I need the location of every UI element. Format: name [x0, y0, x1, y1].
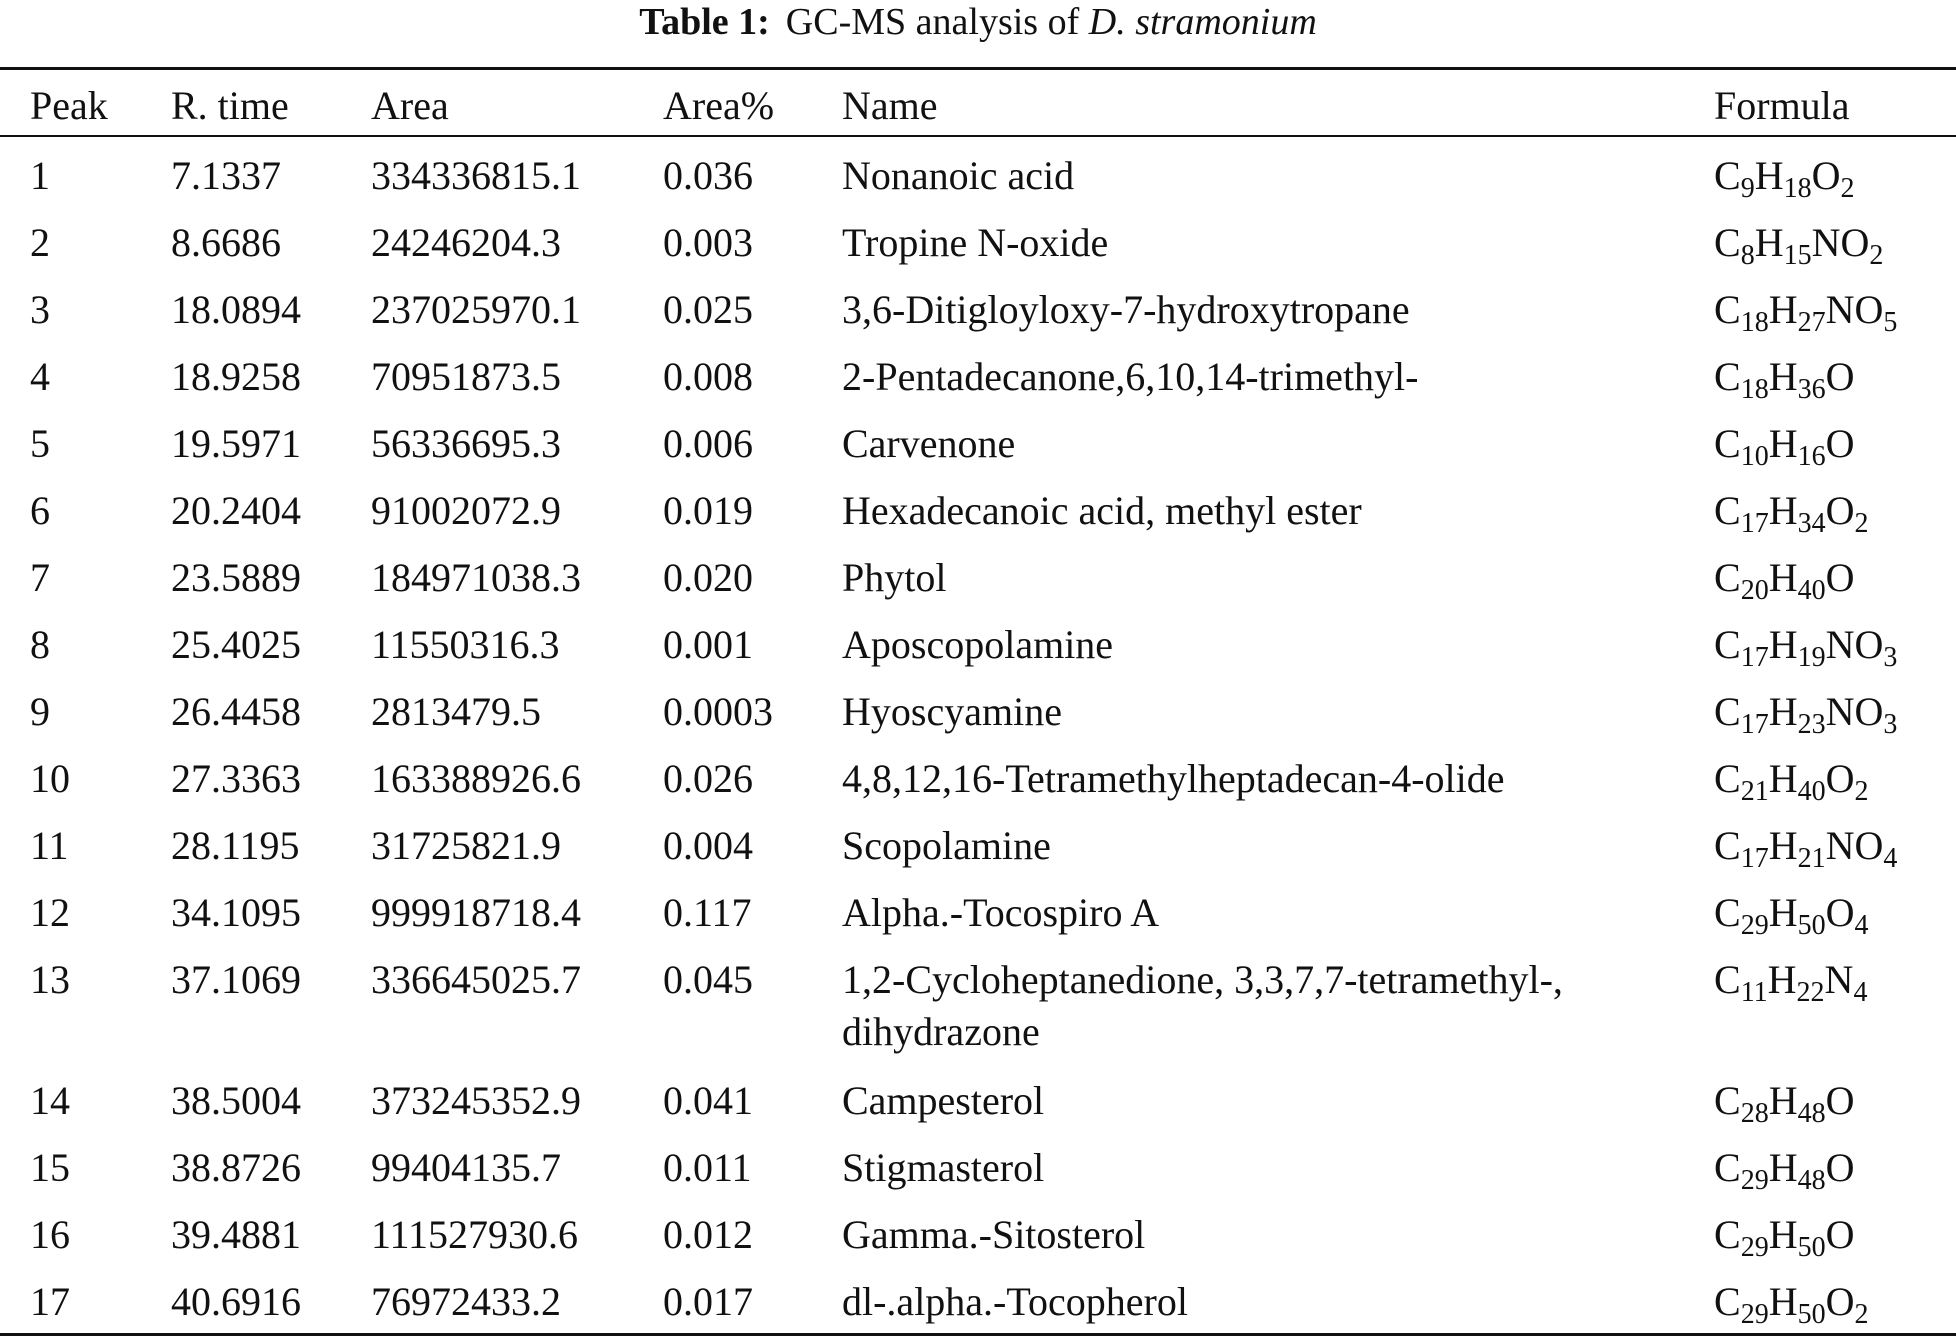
formula-subscript: 29 [1740, 1165, 1769, 1196]
cell-peak: 9 [30, 689, 50, 734]
formula-subscript: 17 [1740, 709, 1769, 740]
formula-element: H [1768, 622, 1798, 667]
header-formula: Formula [1714, 83, 1850, 128]
cell-peak: 4 [30, 354, 50, 399]
cell-area-percent: 0.036 [663, 153, 753, 198]
formula-element: H [1768, 488, 1798, 533]
formula-element: O [1825, 488, 1855, 533]
cell-peak: 15 [30, 1145, 70, 1190]
formula-element: C [1714, 1145, 1741, 1190]
formula-element: O [1825, 555, 1855, 600]
formula-element: C [1714, 823, 1741, 868]
cell-area: 999918718.4 [371, 890, 581, 935]
formula-element: C [1714, 1279, 1741, 1324]
cell-name: Alpha.-Tocospiro A [842, 890, 1160, 935]
cell-name: Scopolamine [842, 823, 1051, 868]
formula-subscript: 5 [1883, 307, 1898, 338]
formula-subscript: 17 [1740, 508, 1769, 539]
formula-element: O [1825, 1212, 1855, 1257]
formula-subscript: 50 [1797, 1232, 1826, 1263]
cell-rtime: 25.4025 [171, 622, 301, 667]
formula-subscript: 9 [1740, 173, 1755, 204]
cell-name: Campesterol [842, 1078, 1045, 1123]
cell-formula [1714, 418, 1854, 470]
cell-area: 99404135.7 [371, 1145, 561, 1190]
cell-peak: 1 [30, 153, 50, 198]
cell-peak: 8 [30, 622, 50, 667]
cell-rtime: 20.2404 [171, 488, 301, 533]
cell-peak: 3 [30, 287, 50, 332]
cell-area: 56336695.3 [371, 421, 561, 466]
formula-subscript: 11 [1740, 977, 1768, 1008]
formula-element: C [1714, 354, 1741, 399]
formula-element: O [1825, 890, 1855, 935]
top-rule [0, 67, 1956, 70]
cell-name: Aposcopolamine [842, 622, 1114, 667]
table-header-row [0, 80, 1956, 130]
cell-area-percent: 0.045 [663, 957, 753, 1002]
formula-element: C [1714, 622, 1741, 667]
cell-rtime: 19.5971 [171, 421, 301, 466]
cell-rtime: 38.8726 [171, 1145, 301, 1190]
cell-area-percent: 0.012 [663, 1212, 753, 1257]
formula-subscript: 18 [1740, 307, 1769, 338]
formula-element: H [1768, 1078, 1798, 1123]
cell-area-percent: 0.041 [663, 1078, 753, 1123]
formula-element: C [1714, 1078, 1741, 1123]
cell-formula [1714, 820, 1897, 872]
formula-element: NO [1825, 287, 1884, 332]
formula-element: NO [1825, 689, 1884, 734]
cell-name: 4,8,12,16-Tetramethylheptadecan-4-olide [842, 756, 1505, 801]
cell-formula [1714, 619, 1897, 671]
formula-subscript: 17 [1740, 642, 1769, 673]
formula-element: NO [1825, 823, 1884, 868]
formula-subscript: 48 [1797, 1098, 1826, 1129]
formula-element: H [1768, 756, 1798, 801]
formula-subscript: 22 [1796, 977, 1825, 1008]
caption-text: GC-MS analysis of [785, 1, 1080, 43]
bottom-rule [0, 1333, 1956, 1336]
formula-subscript: 2 [1854, 1299, 1869, 1330]
cell-area-percent: 0.117 [663, 890, 752, 935]
formula-subscript: 16 [1797, 441, 1826, 472]
formula-element: H [1768, 555, 1798, 600]
formula-subscript: 48 [1797, 1165, 1826, 1196]
formula-element: H [1768, 1279, 1798, 1324]
cell-rtime: 34.1095 [171, 890, 301, 935]
cell-peak: 6 [30, 488, 50, 533]
formula-subscript: 40 [1797, 575, 1826, 606]
cell-area: 163388926.6 [371, 756, 581, 801]
formula-subscript: 28 [1740, 1098, 1769, 1129]
formula-element: C [1714, 220, 1741, 265]
formula-subscript: 29 [1740, 1299, 1769, 1330]
formula-element: H [1768, 1145, 1798, 1190]
formula-element: C [1714, 555, 1741, 600]
formula-subscript: 50 [1797, 1299, 1826, 1330]
formula-subscript: 29 [1740, 1232, 1769, 1263]
header-peak: Peak [30, 83, 108, 128]
cell-area: 111527930.6 [371, 1212, 579, 1257]
formula-element: H [1768, 287, 1798, 332]
header-name: Name [842, 83, 938, 128]
cell-formula [1714, 284, 1897, 336]
formula-subscript: 2 [1840, 173, 1855, 204]
cell-area-percent: 0.003 [663, 220, 753, 265]
cell-area-percent: 0.011 [663, 1145, 752, 1190]
cell-peak: 5 [30, 421, 50, 466]
cell-area: 91002072.9 [371, 488, 561, 533]
formula-element: C [1714, 689, 1741, 734]
cell-area: 24246204.3 [371, 220, 561, 265]
formula-element: H [1767, 957, 1797, 1002]
cell-rtime: 39.4881 [171, 1212, 301, 1257]
cell-name: Stigmasterol [842, 1145, 1045, 1190]
caption-label: Table 1: [639, 1, 770, 43]
formula-subscript: 40 [1797, 776, 1826, 807]
formula-subscript: 2 [1869, 240, 1884, 271]
formula-subscript: 27 [1797, 307, 1826, 338]
formula-subscript: 36 [1797, 374, 1826, 405]
cell-rtime: 26.4458 [171, 689, 301, 734]
table-caption [0, 0, 1956, 46]
cell-rtime: 38.5004 [171, 1078, 301, 1123]
header-area-percent: Area% [663, 83, 775, 128]
cell-rtime: 18.0894 [171, 287, 301, 332]
formula-subscript: 3 [1883, 709, 1898, 740]
header-rtime: R. time [171, 83, 289, 128]
formula-subscript: 3 [1883, 642, 1898, 673]
cell-name: 3,6-Ditigloyloxy-7-hydroxytropane [842, 287, 1410, 332]
formula-element: O [1811, 153, 1841, 198]
cell-rtime: 28.1195 [171, 823, 300, 868]
formula-element: C [1714, 153, 1741, 198]
formula-subscript: 2 [1854, 776, 1869, 807]
formula-element: O [1825, 1145, 1855, 1190]
formula-element: C [1714, 890, 1741, 935]
formula-element: H [1768, 689, 1798, 734]
cell-peak: 7 [30, 555, 50, 600]
formula-element: H [1768, 421, 1798, 466]
cell-name: Phytol [842, 555, 947, 600]
cell-formula [1714, 351, 1854, 403]
formula-subscript: 21 [1797, 843, 1826, 874]
cell-formula [1714, 1142, 1854, 1194]
formula-element: C [1714, 421, 1741, 466]
cell-rtime: 7.1337 [171, 153, 281, 198]
cell-formula [1714, 485, 1868, 537]
cell-area-percent: 0.020 [663, 555, 753, 600]
formula-element: H [1768, 823, 1798, 868]
formula-element: O [1825, 756, 1855, 801]
cell-area: 373245352.9 [371, 1078, 581, 1123]
formula-subscript: 23 [1797, 709, 1826, 740]
formula-subscript: 17 [1740, 843, 1769, 874]
formula-subscript: 18 [1740, 374, 1769, 405]
cell-peak: 12 [30, 890, 70, 935]
cell-formula [1714, 217, 1883, 269]
formula-element: H [1768, 890, 1798, 935]
cell-name: Gamma.-Sitosterol [842, 1212, 1146, 1257]
cell-area-percent: 0.019 [663, 488, 753, 533]
formula-subscript: 8 [1740, 240, 1755, 271]
cell-name: Hyoscyamine [842, 689, 1062, 734]
cell-area: 31725821.9 [371, 823, 561, 868]
formula-element: O [1825, 1279, 1855, 1324]
formula-element: C [1714, 957, 1741, 1002]
cell-rtime: 23.5889 [171, 555, 301, 600]
cell-formula [1714, 686, 1897, 738]
cell-peak: 10 [30, 756, 70, 801]
formula-element: NO [1811, 220, 1870, 265]
cell-formula [1714, 1209, 1854, 1261]
cell-area-percent: 0.001 [663, 622, 753, 667]
caption-species: D. stramonium [1088, 1, 1317, 43]
formula-subscript: 15 [1783, 240, 1812, 271]
formula-element: O [1825, 354, 1855, 399]
cell-area-percent: 0.0003 [663, 689, 773, 734]
formula-subscript: 2 [1854, 508, 1869, 539]
cell-peak: 11 [30, 823, 69, 868]
cell-area: 11550316.3 [371, 622, 560, 667]
formula-subscript: 4 [1854, 910, 1869, 941]
formula-element: O [1825, 421, 1855, 466]
formula-subscript: 20 [1740, 575, 1769, 606]
cell-formula [1714, 1276, 1868, 1328]
cell-peak: 13 [30, 957, 70, 1002]
formula-subscript: 34 [1797, 508, 1826, 539]
cell-area: 334336815.1 [371, 153, 581, 198]
formula-subscript: 4 [1853, 977, 1868, 1008]
formula-element: H [1768, 1212, 1798, 1257]
cell-area-percent: 0.017 [663, 1279, 753, 1324]
formula-subscript: 4 [1883, 843, 1898, 874]
cell-name: 1,2-Cycloheptanedione, 3,3,7,7-tetramethyl-, dihydrazone [842, 957, 1563, 1054]
cell-area-percent: 0.025 [663, 287, 753, 332]
cell-name: Carvenone [842, 421, 1016, 466]
formula-subscript: 29 [1740, 910, 1769, 941]
header-area: Area [371, 83, 449, 128]
cell-peak: 17 [30, 1279, 70, 1324]
cell-area: 76972433.2 [371, 1279, 561, 1324]
cell-area-percent: 0.008 [663, 354, 753, 399]
formula-element: H [1754, 153, 1784, 198]
formula-element: NO [1825, 622, 1884, 667]
cell-area-percent: 0.026 [663, 756, 753, 801]
cell-formula [1714, 1075, 1854, 1127]
cell-area: 336645025.7 [371, 957, 581, 1002]
formula-element: H [1754, 220, 1784, 265]
formula-element: C [1714, 287, 1741, 332]
formula-element: H [1768, 354, 1798, 399]
cell-name: Tropine N-oxide [842, 220, 1109, 265]
cell-formula [1714, 552, 1854, 604]
cell-peak: 2 [30, 220, 50, 265]
cell-rtime: 27.3363 [171, 756, 301, 801]
cell-area-percent: 0.006 [663, 421, 753, 466]
cell-area: 70951873.5 [371, 354, 561, 399]
formula-subscript: 21 [1740, 776, 1769, 807]
cell-peak: 14 [30, 1078, 70, 1123]
formula-subscript: 18 [1783, 173, 1812, 204]
cell-name: Hexadecanoic acid, methyl ester [842, 488, 1362, 533]
formula-element: C [1714, 756, 1741, 801]
cell-area: 184971038.3 [371, 555, 581, 600]
cell-peak: 16 [30, 1212, 70, 1257]
cell-name: Nonanoic acid [842, 153, 1075, 198]
cell-rtime: 8.6686 [171, 220, 281, 265]
formula-element: C [1714, 488, 1741, 533]
cell-area: 237025970.1 [371, 287, 581, 332]
cell-area-percent: 0.004 [663, 823, 753, 868]
cell-formula [1714, 887, 1868, 939]
cell-name: 2-Pentadecanone,6,10,14-trimethyl- [842, 354, 1419, 399]
cell-rtime: 18.9258 [171, 354, 301, 399]
cell-rtime: 37.1069 [171, 957, 301, 1002]
formula-element: C [1714, 1212, 1741, 1257]
cell-formula [1714, 753, 1868, 805]
cell-name: dl-.alpha.-Tocopherol [842, 1279, 1188, 1324]
formula-element: O [1825, 1078, 1855, 1123]
formula-subscript: 10 [1740, 441, 1769, 472]
cell-area: 2813479.5 [371, 689, 541, 734]
cell-rtime: 40.6916 [171, 1279, 301, 1324]
header-rule [0, 135, 1956, 137]
cell-formula [1714, 954, 1867, 1006]
cell-formula [1714, 150, 1854, 202]
formula-subscript: 19 [1797, 642, 1826, 673]
formula-element: N [1824, 957, 1854, 1002]
formula-subscript: 50 [1797, 910, 1826, 941]
